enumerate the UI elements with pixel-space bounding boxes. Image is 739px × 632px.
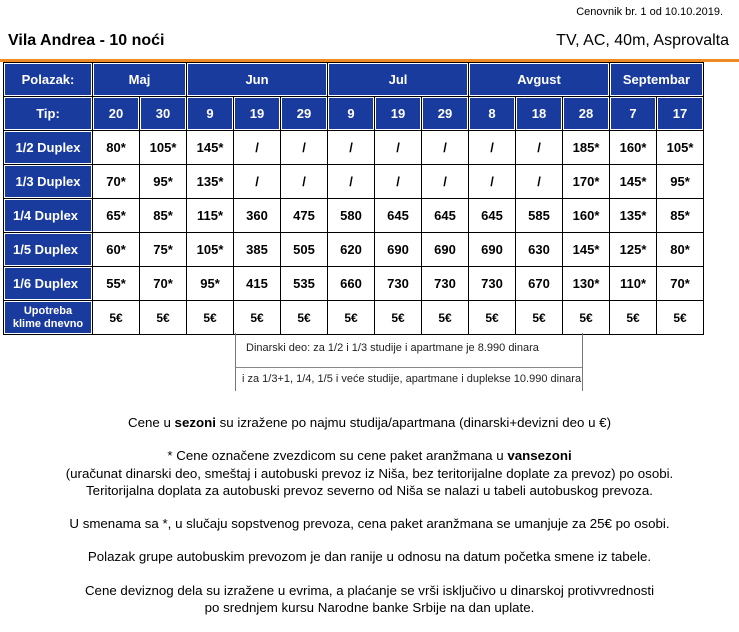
price-cell: / <box>516 165 562 198</box>
price-cell: 145* <box>610 165 656 198</box>
price-cell: / <box>422 165 468 198</box>
price-row <box>4 233 703 266</box>
price-row <box>4 199 703 232</box>
price-cell: 5€ <box>469 301 515 334</box>
price-cell: 415 <box>234 267 280 300</box>
price-cell: 360 <box>234 199 280 232</box>
price-cell: 385 <box>234 233 280 266</box>
room-type-label: 1/2 Duplex <box>4 131 92 164</box>
price-cell: 135* <box>610 199 656 232</box>
day-header: 18 <box>516 97 562 130</box>
room-type-label: 1/5 Duplex <box>4 233 92 266</box>
climate-row <box>4 301 703 334</box>
price-cell: 160* <box>563 199 609 232</box>
note-text: su izražene po najmu studija/apartmana (dinarski+devizni deo u €) <box>215 415 612 430</box>
price-cell: 5€ <box>516 301 562 334</box>
day-header: 19 <box>375 97 421 130</box>
price-row <box>4 267 703 300</box>
day-header: 29 <box>281 97 327 130</box>
price-cell: 5€ <box>281 301 327 334</box>
price-cell: 5€ <box>657 301 703 334</box>
climate-label <box>4 301 92 334</box>
price-cell: / <box>469 165 515 198</box>
price-cell: 620 <box>328 233 374 266</box>
note-text: Cene u <box>127 415 175 430</box>
note-own-transport: U smenama sa *, u slučaju sopstvenog prevoza, cena paket aranžmana se umanjuje za 25€ po osobi. <box>69 516 670 532</box>
polazak-label: Polazak: <box>4 63 92 96</box>
price-cell: 145* <box>563 233 609 266</box>
price-cell: 5€ <box>234 301 280 334</box>
price-cell: 585 <box>516 199 562 232</box>
price-cell: 110* <box>610 267 656 300</box>
price-cell: / <box>422 131 468 164</box>
climate-label-line1: Upotreba <box>23 304 73 317</box>
note-offseason <box>0 447 739 499</box>
note-text: * Cene označene zvezdicom su cene paket aranžmana u <box>167 448 508 464</box>
climate-label-line2: klime dnevno <box>12 317 84 330</box>
price-cell: 580 <box>328 199 374 232</box>
page-title: Vila Andrea - 10 noći <box>8 32 165 49</box>
month-header: Jul <box>328 63 468 96</box>
note-emphasis: vansezoni <box>507 448 572 464</box>
price-cell: 75* <box>140 233 186 266</box>
price-cell: / <box>234 165 280 198</box>
title-bar <box>0 28 739 62</box>
price-cell: 645 <box>375 199 421 232</box>
price-cell: 135* <box>187 165 233 198</box>
day-header: 20 <box>93 97 139 130</box>
price-cell: / <box>328 165 374 198</box>
day-header: 9 <box>328 97 374 130</box>
price-cell: 85* <box>657 199 703 232</box>
price-cell: 5€ <box>187 301 233 334</box>
price-row <box>4 131 703 164</box>
day-header: 19 <box>234 97 280 130</box>
price-cell: / <box>281 131 327 164</box>
note-departure: Polazak grupe autobuskim prevozom je dan ranije u odnosu na datum početka smene iz tabele. <box>87 549 652 565</box>
price-cell: 730 <box>422 267 468 300</box>
catalog-note: Cenovnik br. 1 od 10.10.2019. <box>576 6 723 18</box>
price-cell: / <box>516 131 562 164</box>
note-currency <box>0 582 739 617</box>
price-cell: 475 <box>281 199 327 232</box>
day-header: 9 <box>187 97 233 130</box>
price-cell: 5€ <box>422 301 468 334</box>
price-cell: 185* <box>563 131 609 164</box>
price-cell: 85* <box>140 199 186 232</box>
price-cell: / <box>469 131 515 164</box>
note-season <box>0 414 739 431</box>
divider <box>236 367 582 368</box>
price-cell: 5€ <box>563 301 609 334</box>
price-row <box>4 165 703 198</box>
price-cell: 730 <box>469 267 515 300</box>
price-cell: / <box>328 131 374 164</box>
price-cell: 660 <box>328 267 374 300</box>
note-text: po srednjem kursu Narodne banke Srbije na dan uplate. <box>204 600 535 616</box>
price-cell: 5€ <box>375 301 421 334</box>
price-cell: 80* <box>657 233 703 266</box>
price-cell: 125* <box>610 233 656 266</box>
price-cell: 5€ <box>93 301 139 334</box>
month-header: Jun <box>187 63 327 96</box>
price-cell: 5€ <box>140 301 186 334</box>
price-cell: 95* <box>140 165 186 198</box>
price-cell: 690 <box>469 233 515 266</box>
tip-label: Tip: <box>4 97 92 130</box>
month-row <box>4 63 703 96</box>
price-cell: 65* <box>93 199 139 232</box>
day-header: 17 <box>657 97 703 130</box>
dinarski-note-box <box>235 333 583 391</box>
price-cell: 95* <box>187 267 233 300</box>
room-type-label: 1/6 Duplex <box>4 267 92 300</box>
price-cell: 170* <box>563 165 609 198</box>
price-cell: 60* <box>93 233 139 266</box>
room-type-label: 1/3 Duplex <box>4 165 92 198</box>
price-cell: 95* <box>657 165 703 198</box>
price-cell: 130* <box>563 267 609 300</box>
accommodation-details: TV, AC, 40m, Asprovalta <box>556 32 729 49</box>
price-cell: 5€ <box>610 301 656 334</box>
note-text: Teritorijalna doplata za autobuski prevoz severno od Niša se nalazi u tabeli autobuskog prevoza. <box>86 482 653 498</box>
price-cell: 105* <box>657 131 703 164</box>
price-cell: 70* <box>93 165 139 198</box>
price-cell: 505 <box>281 233 327 266</box>
day-header: 30 <box>140 97 186 130</box>
month-header: Septembar <box>610 63 703 96</box>
price-table <box>3 62 704 335</box>
note-text: (uračunat dinarski deo, smeštaj i autobuski prevoz iz Niša, bez teritorijalne doplate za prevoz) po osobi. <box>65 465 674 481</box>
price-cell: 145* <box>187 131 233 164</box>
price-cell: 630 <box>516 233 562 266</box>
day-header: 7 <box>610 97 656 130</box>
price-cell: 105* <box>187 233 233 266</box>
day-row <box>4 97 703 130</box>
price-cell: / <box>375 131 421 164</box>
price-cell: / <box>281 165 327 198</box>
price-cell: 55* <box>93 267 139 300</box>
price-cell: 5€ <box>328 301 374 334</box>
notes-section <box>0 414 739 632</box>
price-cell: 70* <box>140 267 186 300</box>
price-cell: 70* <box>657 267 703 300</box>
price-cell: 160* <box>610 131 656 164</box>
price-cell: / <box>375 165 421 198</box>
day-header: 29 <box>422 97 468 130</box>
price-cell: 645 <box>422 199 468 232</box>
day-header: 8 <box>469 97 515 130</box>
price-cell: 535 <box>281 267 327 300</box>
note-text: Cene deviznog dela su izražene u evrima, a plaćanje se vrši isključivo u dinarskoj protivvrednosti <box>84 582 655 598</box>
dinarski-line-1: Dinarski deo: za 1/2 i 1/3 studije i apartmane je 8.990 dinara <box>246 342 539 354</box>
price-cell: 645 <box>469 199 515 232</box>
price-cell: / <box>234 131 280 164</box>
price-cell: 730 <box>375 267 421 300</box>
month-header: Maj <box>93 63 186 96</box>
note-emphasis: sezoni <box>174 415 216 430</box>
price-cell: 105* <box>140 131 186 164</box>
dinarski-line-2: i za 1/3+1, 1/4, 1/5 i veće studije, apartmane i duplekse 10.990 dinara <box>242 373 582 385</box>
price-cell: 670 <box>516 267 562 300</box>
month-header: Avgust <box>469 63 609 96</box>
price-cell: 80* <box>93 131 139 164</box>
price-cell: 115* <box>187 199 233 232</box>
room-type-label: 1/4 Duplex <box>4 199 92 232</box>
price-cell: 690 <box>422 233 468 266</box>
price-cell: 690 <box>375 233 421 266</box>
day-header: 28 <box>563 97 609 130</box>
